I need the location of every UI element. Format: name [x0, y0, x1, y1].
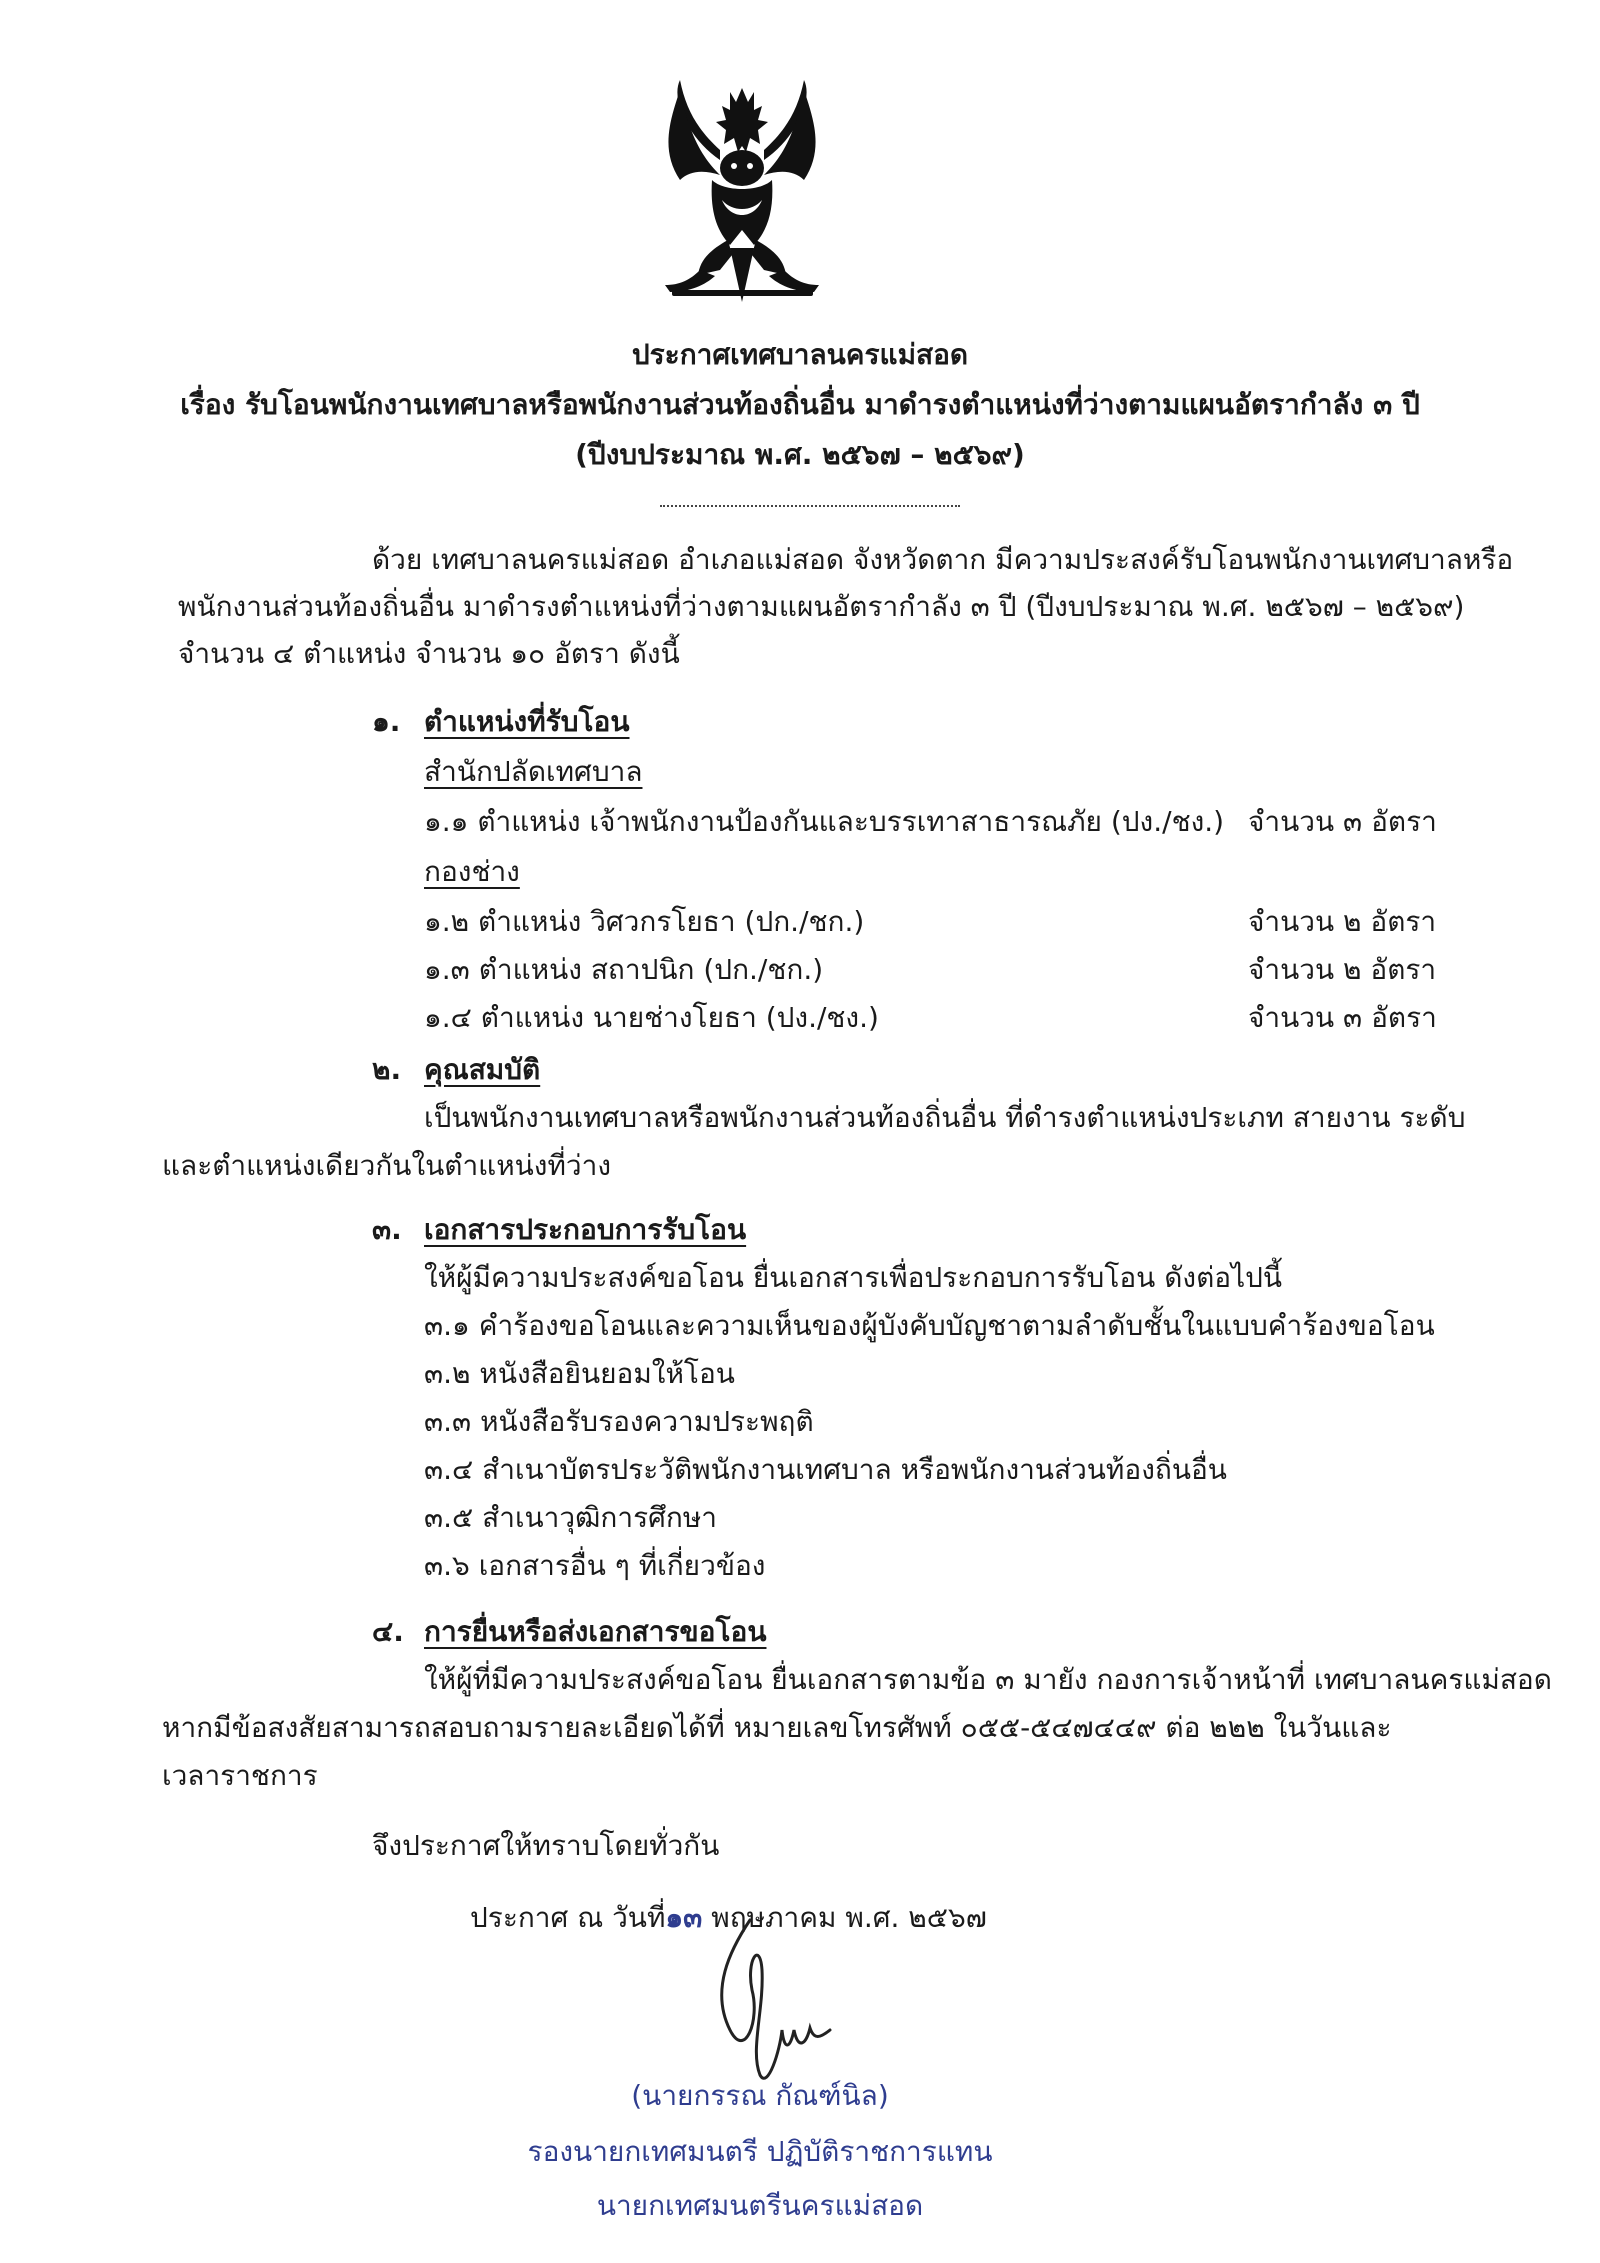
date-prefix: ประกาศ ณ วันที่ [470, 1901, 666, 1934]
document-item: ๓.๑ คำร้องขอโอนและความเห็นของผู้บังคับบัญชาตามลำดับชั้นในแบบคำร้องขอโอน [424, 1309, 1435, 1342]
section4-line-1: ให้ผู้ที่มีความประสงค์ขอโอน ยื่นเอกสารตามข้อ ๓ มายัง กองการเจ้าหน้าที่ เทศบาลนครแม่สอด [424, 1663, 1552, 1696]
document-item: ๓.๔ สำเนาบัตรประวัติพนักงานเทศบาล หรือพนักงานส่วนท้องถิ่นอื่น [424, 1453, 1227, 1486]
position-1-3-count: จำนวน ๒ อัตรา [1248, 953, 1437, 986]
intro-line-2: พนักงานส่วนท้องถิ่นอื่น มาดำรงตำแหน่งที่ว่างตามแผนอัตรากำลัง ๓ ปี (ปีงบประมาณ พ.ศ. ๒๕๖๗ – ๒๕๖๙) [178, 590, 1465, 623]
date-day: ๑๓ [665, 1901, 703, 1934]
fiscal-year: (ปีงบประมาณ พ.ศ. ๒๕๖๗ – ๒๕๖๙) [575, 438, 1025, 471]
section3-heading: เอกสารประกอบการรับโอน [424, 1213, 747, 1246]
document-item: ๓.๓ หนังสือรับรองความประพฤติ [424, 1405, 814, 1438]
date-rest: พฤษภาคม พ.ศ. ๒๕๖๗ [711, 1901, 987, 1934]
section3-intro: ให้ผู้มีความประสงค์ขอโอน ยื่นเอกสารเพื่อประกอบการรับโอน ดังต่อไปนี้ [424, 1261, 1283, 1294]
closing-announcement: จึงประกาศให้ทราบโดยทั่วกัน [372, 1829, 720, 1862]
office-engineering: กองช่าง [424, 855, 520, 888]
document-item: ๓.๖ เอกสารอื่น ๆ ที่เกี่ยวข้อง [424, 1549, 766, 1582]
signatory-title-1: รองนายกเทศมนตรี ปฏิบัติราชการแทน [527, 2135, 993, 2168]
section2-number: ๒. [372, 1053, 402, 1086]
signatory-name: (นายกรรณ กัณฑ์นิล) [631, 2079, 889, 2112]
position-1-4: ๑.๔ ตำแหน่ง นายช่างโยธา (ปง./ชง.) [424, 1001, 879, 1034]
position-1-1: ๑.๑ ตำแหน่ง เจ้าพนักงานป้องกันและบรรเทาสาธารณภัย (ปง./ชง.) [424, 805, 1225, 838]
announcement-title: ประกาศเทศบาลนครแม่สอด [631, 338, 969, 371]
section2-line-2: และตำแหน่งเดียวกันในตำแหน่งที่ว่าง [162, 1149, 612, 1182]
announcement-subject: เรื่อง รับโอนพนักงานเทศบาลหรือพนักงานส่วนท้องถิ่นอื่น มาดำรงตำแหน่งที่ว่างตามแผนอัตรากำลัง ๓ ปี [180, 388, 1420, 421]
intro-line-1: ด้วย เทศบาลนครแม่สอด อำเภอแม่สอด จังหวัดตาก มีความประสงค์รับโอนพนักงานเทศบาลหรือ [372, 543, 1514, 576]
document-item: ๓.๕ สำเนาวุฒิการศึกษา [424, 1501, 718, 1534]
section4-line-2: หากมีข้อสงสัยสามารถสอบถามรายละเอียดได้ที่ หมายเลขโทรศัพท์ ๐๕๕-๕๔๗๔๔๙ ต่อ ๒๒๒ ในวันและ [162, 1711, 1392, 1744]
office-municipal-clerk: สำนักปลัดเทศบาล [424, 755, 643, 788]
section4-heading: การยื่นหรือส่งเอกสารขอโอน [424, 1615, 767, 1648]
handwritten-signature [690, 1900, 850, 2100]
dotted-divider [660, 505, 960, 507]
position-1-3: ๑.๓ ตำแหน่ง สถาปนิก (ปก./ชก.) [424, 953, 824, 986]
section2-heading: คุณสมบัติ [424, 1053, 541, 1086]
intro-line-3: จำนวน ๔ ตำแหน่ง จำนวน ๑๐ อัตรา ดังนี้ [178, 637, 680, 670]
section1-heading: ตำแหน่งที่รับโอน [424, 705, 630, 738]
position-1-2: ๑.๒ ตำแหน่ง วิศวกรโยธา (ปก./ชก.) [424, 905, 865, 938]
position-1-2-count: จำนวน ๒ อัตรา [1248, 905, 1437, 938]
section4-line-3: เวลาราชการ [162, 1759, 318, 1792]
position-1-4-count: จำนวน ๓ อัตรา [1248, 1001, 1437, 1034]
section2-line-1: เป็นพนักงานเทศบาลหรือพนักงานส่วนท้องถิ่นอื่น ที่ดำรงตำแหน่งประเภท สายงาน ระดับ [424, 1101, 1466, 1134]
section1-number: ๑. [372, 705, 401, 738]
garuda-emblem-icon [650, 80, 835, 305]
signatory-title-2: นายกเทศมนตรีนครแม่สอด [596, 2189, 924, 2222]
position-1-1-count: จำนวน ๓ อัตรา [1248, 805, 1437, 838]
section3-number: ๓. [372, 1213, 402, 1246]
document-item: ๓.๒ หนังสือยินยอมให้โอน [424, 1357, 735, 1390]
section4-number: ๔. [372, 1615, 404, 1648]
